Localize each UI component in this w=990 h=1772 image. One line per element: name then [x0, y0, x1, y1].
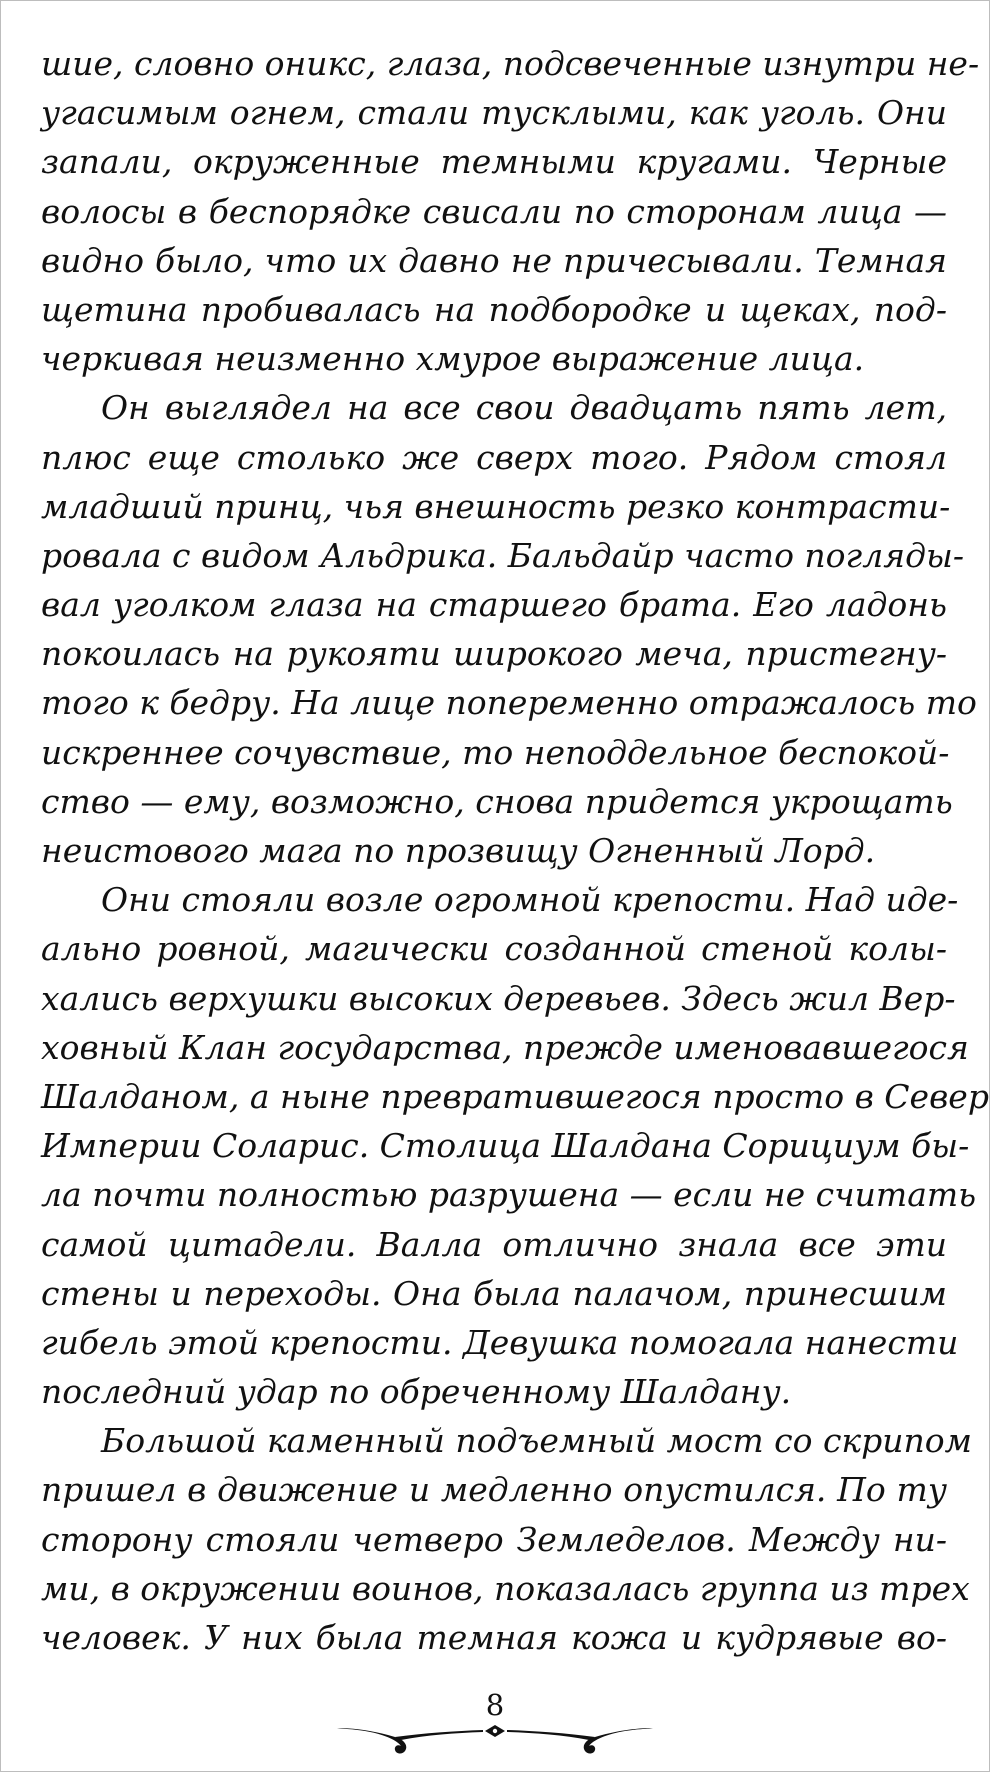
text-line: видно было, что их давно не причесывали. Темная: [41, 240, 947, 280]
ornamental-divider-icon: [335, 1723, 655, 1763]
text-line: Большой каменный подъемный мост со скрипом: [101, 1421, 972, 1461]
text-line: угасимым огнем, стали тусклыми, как уголь. Они: [41, 93, 947, 133]
text-line: шие, словно оникс, глаза, подсвеченные изнутри не-: [41, 44, 980, 83]
text-line: ально ровной, магически созданной стеной колы-: [41, 929, 947, 969]
text-line: неистового мага по прозвищу Огненный Лорд.: [41, 831, 876, 870]
text-line: волосы в беспорядке свисали по сторонам лица —: [41, 191, 947, 231]
text-line: младший принц, чья внешность резко контрасти-: [41, 486, 951, 526]
text-line: стены и переходы. Она была палачом, принесшим: [41, 1273, 947, 1313]
text-line: пришел в движение и медленно опустился. По ту: [41, 1470, 947, 1510]
text-line: гибель этой крепости. Девушка помогала нанести: [41, 1322, 959, 1362]
text-line: щетина пробивалась на подбородке и щеках, под-: [41, 289, 947, 329]
text-line: того к бедру. На лице попеременно отражалось то: [41, 683, 977, 723]
text-line: Они стояли возле огромной крепости. Над иде-: [101, 880, 959, 920]
page-number: 8: [485, 1688, 505, 1722]
text-line: сторону стояли четверо Земледелов. Между ни-: [41, 1519, 947, 1559]
text-line: запали, окруженные темными кругами. Черные: [41, 142, 947, 182]
text-line: самой цитадели. Валла отлично знала все эти: [41, 1224, 947, 1264]
text-line: черкивая неизменно хмурое выражение лица.: [41, 339, 865, 379]
text-line: Он выглядел на все свои двадцать пять лет,: [101, 388, 947, 428]
text-line: вал уголком глаза на старшего брата. Его ладонь: [41, 585, 947, 625]
text-line: плюс еще столько же сверх того. Рядом стоял: [41, 437, 947, 477]
text-line: Империи Соларис. Столица Шалдана Сорициум бы-: [41, 1126, 970, 1166]
text-line: последний удар по обреченному Шалдану.: [41, 1372, 792, 1412]
text-line: ла почти полностью разрушена — если не считать: [41, 1175, 977, 1215]
text-line: ми, в окружении воинов, показалась группа из трех: [41, 1568, 970, 1608]
text-line: Шалданом, а ныне превратившегося просто в Север: [41, 1076, 989, 1116]
page-footer: [1, 1687, 989, 1763]
text-line: искреннее сочувствие, то неподдельное беспокой-: [41, 732, 950, 772]
text-line: ство — ему, возможно, снова придется укрощать: [41, 781, 953, 821]
text-line: ровала с видом Альдрика. Бальдайр часто погляды-: [41, 535, 965, 575]
text-line: ховный Клан государства, прежде именовавшегося: [41, 1027, 969, 1067]
text-line: покоилась на рукояти широкого меча, пристегну-: [41, 634, 947, 674]
text-line: хались верхушки высоких деревьев. Здесь жил Вер-: [41, 978, 956, 1018]
text-line: человек. У них была темная кожа и кудрявые во-: [41, 1618, 947, 1657]
body-text: [41, 39, 989, 1662]
